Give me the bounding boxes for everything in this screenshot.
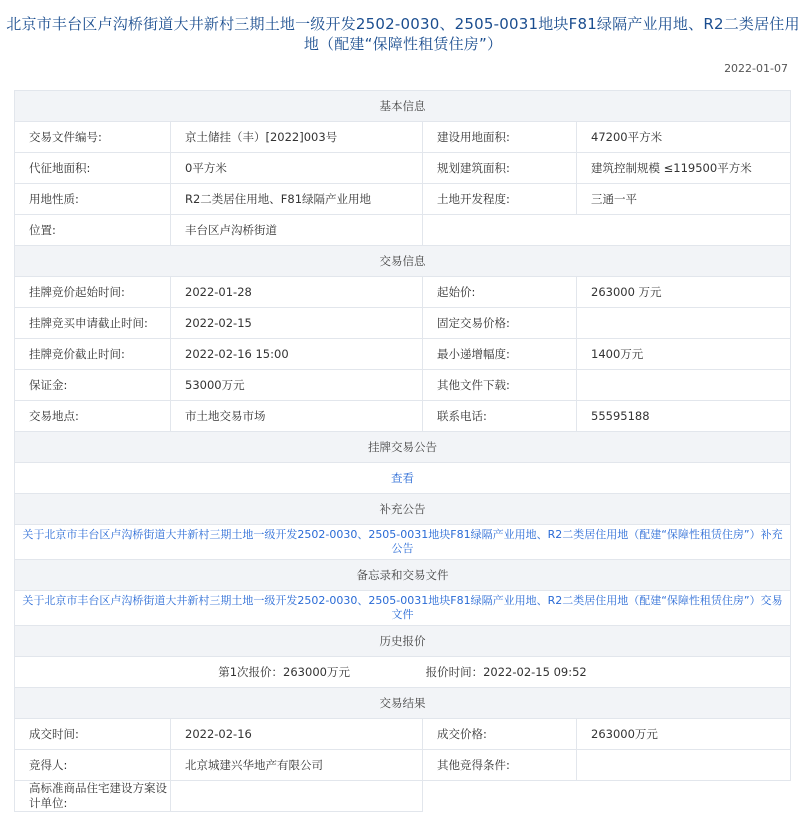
table-row	[15, 781, 791, 812]
section-listing-notice: 挂牌交易公告	[15, 432, 791, 463]
label-deposit: 保证金:	[15, 370, 171, 401]
supplement-notice-link[interactable]: 关于北京市丰台区卢沟桥街道大井新村三期土地一级开发2502-0030、2505-0031地块F81绿隔产业用地、R2二类居住用地（配建“保障性租赁住房”）补充公告	[15, 525, 791, 560]
value-deposit: 53000万元	[171, 370, 423, 401]
value-development-level: 三通一平	[577, 184, 791, 215]
label-start-time: 挂牌竞价起始时间:	[15, 277, 171, 308]
table-row	[15, 339, 791, 370]
label-fixed-price: 固定交易价格:	[423, 308, 577, 339]
label-location: 位置:	[15, 215, 171, 246]
publish-date: 2022-01-07	[724, 62, 788, 75]
value-land-area: 47200平方米	[577, 122, 791, 153]
bid-time: 报价时间：2022-02-15 09:52	[425, 665, 587, 679]
section-bid-history: 历史报价	[15, 626, 791, 657]
label-other-downloads: 其他文件下载:	[423, 370, 577, 401]
section-trade-info: 交易信息	[15, 246, 791, 277]
value-application-deadline: 2022-02-15	[171, 308, 423, 339]
table-row	[15, 184, 791, 215]
label-deal-time: 成交时间:	[15, 719, 171, 750]
value-deal-price: 263000万元	[577, 719, 791, 750]
value-planned-floor-area: 建筑控制规模 ≤119500平方米	[577, 153, 791, 184]
label-min-increment: 最小递增幅度:	[423, 339, 577, 370]
page-title: 北京市丰台区卢沟桥街道大井新村三期土地一级开发2502-0030、2505-0031地块F81绿隔产业用地、R2二类居住用地（配建“保障性租赁住房”）	[6, 15, 800, 53]
value-contact-phone: 55595188	[577, 401, 791, 432]
section-supplement-notice: 补充公告	[15, 494, 791, 525]
value-deal-time: 2022-02-16	[171, 719, 423, 750]
section-trade-result: 交易结果	[15, 688, 791, 719]
label-planned-floor-area: 规划建筑面积:	[423, 153, 577, 184]
value-trade-venue: 市土地交易市场	[171, 401, 423, 432]
label-land-area: 建设用地面积:	[423, 122, 577, 153]
value-designer	[171, 781, 423, 812]
value-location: 丰台区卢沟桥街道	[171, 215, 423, 246]
label-land-use: 用地性质:	[15, 184, 171, 215]
trade-file-link[interactable]: 关于北京市丰台区卢沟桥街道大井新村三期土地一级开发2502-0030、2505-0031地块F81绿隔产业用地、R2二类居住用地（配建“保障性租赁住房”）交易文件	[15, 591, 791, 626]
label-start-price: 起始价:	[423, 277, 577, 308]
value-other-conditions	[577, 750, 791, 781]
label-expropriated-area: 代征地面积:	[15, 153, 171, 184]
value-file-no: 京土储挂（丰）[2022]003号	[171, 122, 423, 153]
table-row	[15, 277, 791, 308]
table-row	[15, 215, 791, 246]
value-start-time: 2022-01-28	[171, 277, 423, 308]
label-designer: 高标准商品住宅建设方案设计单位:	[15, 781, 171, 812]
view-notice-link[interactable]: 查看	[15, 463, 791, 494]
table-row	[15, 308, 791, 339]
label-contact-phone: 联系电话:	[423, 401, 577, 432]
value-fixed-price	[577, 308, 791, 339]
label-deal-price: 成交价格:	[423, 719, 577, 750]
value-bid-deadline: 2022-02-16 15:00	[171, 339, 423, 370]
table-row	[15, 370, 791, 401]
section-basic-info: 基本信息	[15, 91, 791, 122]
label-other-conditions: 其他竞得条件:	[423, 750, 577, 781]
bid-amount: 第1次报价：263000万元	[218, 665, 350, 679]
table-row	[15, 153, 791, 184]
land-info-table	[14, 90, 791, 812]
table-row	[15, 401, 791, 432]
table-row	[15, 750, 791, 781]
empty-cell	[423, 215, 791, 246]
value-land-use: R2二类居住用地、F81绿隔产业用地	[171, 184, 423, 215]
section-memo-files: 备忘录和交易文件	[15, 560, 791, 591]
label-file-no: 交易文件编号:	[15, 122, 171, 153]
value-winner: 北京城建兴华地产有限公司	[171, 750, 423, 781]
value-other-downloads	[577, 370, 791, 401]
label-winner: 竞得人:	[15, 750, 171, 781]
label-application-deadline: 挂牌竞买申请截止时间:	[15, 308, 171, 339]
value-start-price: 263000 万元	[577, 277, 791, 308]
label-bid-deadline: 挂牌竞价截止时间:	[15, 339, 171, 370]
label-development-level: 土地开发程度:	[423, 184, 577, 215]
value-min-increment: 1400万元	[577, 339, 791, 370]
label-trade-venue: 交易地点:	[15, 401, 171, 432]
value-expropriated-area: 0平方米	[171, 153, 423, 184]
empty-cell	[423, 781, 791, 812]
table-row	[15, 122, 791, 153]
table-row	[15, 719, 791, 750]
bid-history-row	[15, 657, 791, 688]
